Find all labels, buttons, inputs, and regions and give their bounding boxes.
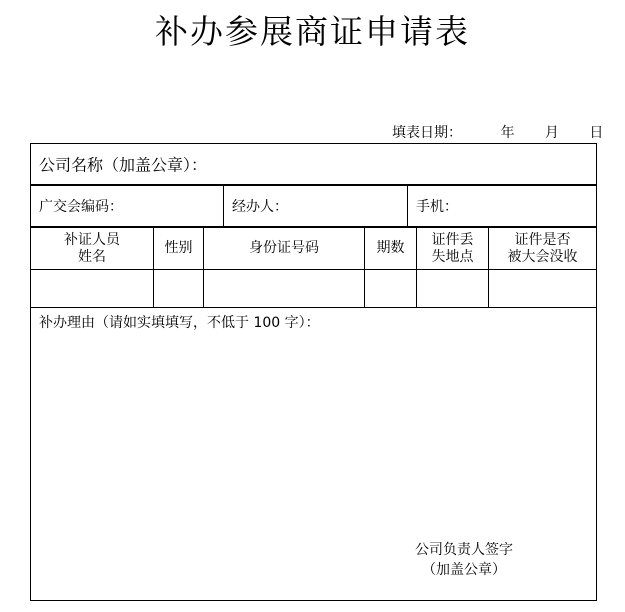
mobile-field[interactable]: [407, 186, 596, 226]
id-input-cell[interactable]: [203, 270, 364, 307]
table-row: [31, 270, 596, 308]
seal-label: （加盖公章）: [422, 562, 506, 578]
gender-input-cell[interactable]: [153, 270, 203, 307]
session-input-cell[interactable]: [364, 270, 416, 307]
name-input-cell[interactable]: [31, 270, 153, 307]
fill-date-month[interactable]: 月: [544, 125, 559, 141]
col-id-header: 身份证号码: [203, 228, 364, 269]
confiscated-input-cell[interactable]: [488, 270, 596, 307]
fill-date: [392, 122, 603, 142]
gtf-code-label: 广交会编码：: [39, 199, 123, 215]
form-title: 补办参展商证申请表: [155, 12, 470, 51]
col-gender-header: 性别: [153, 228, 203, 269]
reason-textarea[interactable]: [31, 330, 596, 530]
contact-row: [31, 186, 596, 228]
handler-label: 经办人：: [232, 199, 288, 215]
col-lost-location-header: 证件丢 失地点: [416, 228, 488, 269]
signature-label: 公司负责人签字: [415, 542, 513, 558]
col-session-header: 期数: [364, 228, 416, 269]
application-form: [30, 143, 597, 601]
fill-date-year[interactable]: 年: [500, 125, 515, 141]
signature-block: [415, 540, 513, 580]
fill-date-day[interactable]: 日: [589, 125, 604, 141]
company-name-row[interactable]: [31, 144, 596, 186]
gtf-code-field[interactable]: [31, 186, 223, 226]
lost-location-input-cell[interactable]: [416, 270, 488, 307]
col-name-header: 补证人员 姓名: [64, 231, 120, 265]
fill-date-label: 填表日期：: [392, 125, 462, 141]
handler-field[interactable]: [223, 186, 407, 226]
col-confiscated-header: 证件是否 被大会没收: [488, 228, 596, 269]
table-header-row: [31, 228, 596, 270]
mobile-label: 手机：: [416, 199, 458, 215]
reason-label: 补办理由（请如实填填写，不低于 100 字）：: [39, 315, 320, 331]
company-name-label: 公司名称（加盖公章）：: [39, 155, 208, 175]
